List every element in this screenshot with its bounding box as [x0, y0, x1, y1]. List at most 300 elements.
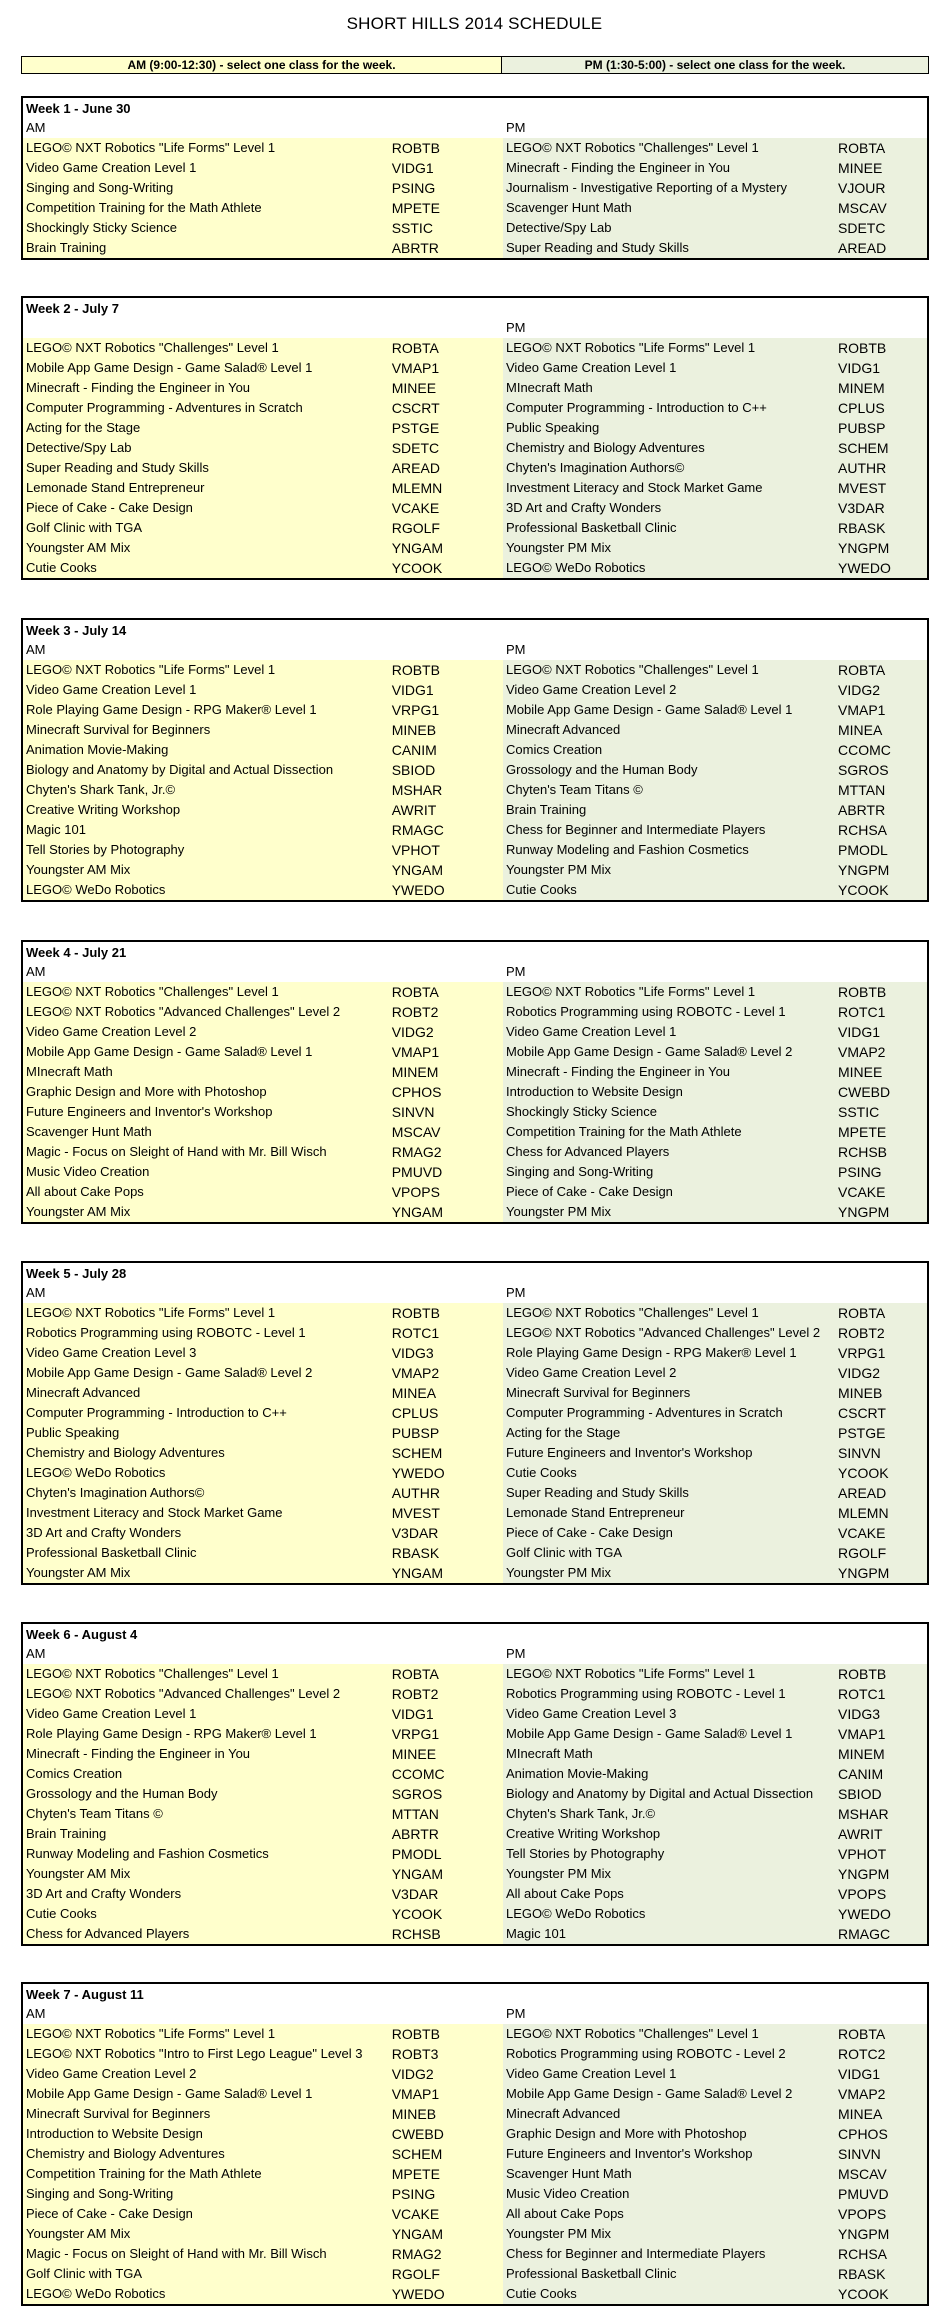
am-class-code: AREAD	[391, 460, 440, 476]
pm-class-name: LEGO© WeDo Robotics	[506, 560, 646, 575]
pm-class-cell	[503, 558, 927, 578]
week-title: Week 1 - June 30	[26, 101, 131, 116]
table-row	[23, 2024, 927, 2044]
table-row	[23, 1844, 927, 1864]
am-class-name: Cutie Cooks	[26, 1906, 97, 1921]
table-row	[23, 2084, 927, 2104]
am-class-code: RMAG2	[391, 1144, 442, 1160]
pm-class-code: ROBTB	[838, 1666, 887, 1682]
pm-class-name: Music Video Creation	[506, 2186, 630, 2201]
am-class-code: VCAKE	[391, 2206, 440, 2222]
am-class-code: ROBT3	[391, 2046, 439, 2062]
pm-class-code: MINEE	[838, 1064, 883, 1080]
table-row	[23, 820, 927, 840]
pm-class-name: Lemonade Stand Entrepreneur	[506, 1505, 685, 1520]
table-row	[23, 1784, 927, 1804]
pm-class-name: Video Game Creation Level 2	[506, 682, 677, 697]
week-title: Week 3 - July 14	[26, 623, 127, 638]
pm-class-code: SDETC	[838, 220, 886, 236]
pm-class-name: Investment Literacy and Stock Market Game	[506, 480, 763, 495]
pm-class-cell	[503, 1844, 927, 1864]
am-class-name: Animation Movie-Making	[26, 742, 169, 757]
table-row	[23, 1323, 927, 1343]
pm-class-name: Minecraft Survival for Beginners	[506, 1385, 691, 1400]
am-class-cell	[23, 218, 503, 238]
am-class-code: PMUVD	[391, 1164, 443, 1180]
pm-class-name: Professional Basketball Clinic	[506, 2266, 677, 2281]
pm-class-cell	[503, 2184, 927, 2204]
pm-class-code: AUTHR	[838, 460, 887, 476]
pm-class-code: YNGPM	[838, 862, 890, 878]
am-class-name: Shockingly Sticky Science	[26, 220, 178, 235]
am-class-code: VMAP1	[391, 1044, 440, 1060]
am-class-name: LEGO© WeDo Robotics	[26, 882, 166, 897]
pm-class-code: YNGPM	[838, 1565, 890, 1581]
am-class-cell	[23, 2224, 503, 2244]
am-class-name: Chyten's Team Titans ©	[26, 1806, 163, 1821]
am-class-cell	[23, 820, 503, 840]
am-class-name: Minecraft Survival for Beginners	[26, 2106, 211, 2121]
am-class-code: MINEM	[391, 1064, 439, 1080]
am-label: AM	[26, 1646, 46, 1661]
table-row	[23, 178, 927, 198]
am-class-cell	[23, 2124, 503, 2144]
am-class-name: LEGO© WeDo Robotics	[26, 1465, 166, 1480]
pm-class-cell	[503, 1784, 927, 1804]
am-class-cell	[23, 800, 503, 820]
pm-class-name: Video Game Creation Level 3	[506, 1706, 677, 1721]
pm-label: PM	[506, 1285, 526, 1300]
pm-class-cell	[503, 218, 927, 238]
am-class-code: ROBTB	[391, 1305, 440, 1321]
pm-class-name: LEGO© NXT Robotics "Challenges" Level 1	[506, 140, 759, 155]
pm-class-cell	[503, 2044, 927, 2064]
am-class-name: LEGO© NXT Robotics "Life Forms" Level 1	[26, 2026, 276, 2041]
pm-class-name: LEGO© NXT Robotics "Advanced Challenges" Level 2	[506, 1325, 821, 1340]
am-class-cell	[23, 1443, 503, 1463]
am-class-code: MINEB	[391, 2106, 437, 2122]
pm-class-name: LEGO© NXT Robotics "Life Forms" Level 1	[506, 340, 756, 355]
am-class-name: LEGO© NXT Robotics "Life Forms" Level 1	[26, 140, 276, 155]
am-class-name: LEGO© WeDo Robotics	[26, 2286, 166, 2301]
am-class-name: MInecraft Math	[26, 1064, 113, 1079]
pm-class-name: All about Cake Pops	[506, 1886, 624, 1901]
pm-class-name: Future Engineers and Inventor's Workshop	[506, 2146, 753, 2161]
pm-class-cell	[503, 720, 927, 740]
am-class-cell	[23, 1704, 503, 1724]
am-class-cell	[23, 358, 503, 378]
am-class-cell	[23, 2164, 503, 2184]
pm-class-code: YNGPM	[838, 540, 890, 556]
pm-class-name: Piece of Cake - Cake Design	[506, 1525, 673, 1540]
am-session-banner: AM (9:00-12:30) - select one class for the week.	[22, 57, 502, 73]
table-row	[23, 1042, 927, 1062]
am-class-name: Magic - Focus on Sleight of Hand with Mr. Bill Wisch	[26, 2246, 327, 2261]
pm-class-code: VCAKE	[838, 1184, 886, 1200]
am-class-cell	[23, 1082, 503, 1102]
table-row	[23, 2204, 927, 2224]
pm-class-code: YCOOK	[838, 882, 889, 898]
am-class-cell	[23, 1323, 503, 1343]
am-class-cell	[23, 378, 503, 398]
table-row	[23, 2044, 927, 2064]
table-row	[23, 1483, 927, 1503]
am-class-code: MSCAV	[391, 1124, 441, 1140]
am-class-code: MTTAN	[391, 1806, 439, 1822]
table-row	[23, 2224, 927, 2244]
pm-class-code: YNGPM	[838, 1866, 890, 1882]
am-class-name: Public Speaking	[26, 1425, 120, 1440]
table-row	[23, 860, 927, 880]
pm-class-name: Competition Training for the Math Athlete	[506, 1124, 742, 1139]
pm-class-name: Cutie Cooks	[506, 1465, 577, 1480]
pm-class-cell	[503, 780, 927, 800]
am-class-name: Youngster AM Mix	[26, 1204, 131, 1219]
pm-class-cell	[503, 1002, 927, 1022]
pm-class-code: VRPG1	[838, 1345, 886, 1361]
pm-class-code: MVEST	[838, 480, 887, 496]
am-class-cell	[23, 478, 503, 498]
pm-class-cell	[503, 2244, 927, 2264]
table-row	[23, 138, 927, 158]
pm-class-code: VIDG1	[838, 1024, 881, 1040]
am-class-cell	[23, 1022, 503, 1042]
am-class-code: CPLUS	[391, 1405, 439, 1421]
table-row	[23, 558, 927, 578]
am-class-code: VMAP1	[391, 360, 440, 376]
am-class-cell	[23, 558, 503, 578]
am-class-cell	[23, 438, 503, 458]
am-class-cell	[23, 338, 503, 358]
am-class-name: LEGO© NXT Robotics "Challenges" Level 1	[26, 1666, 279, 1681]
pm-class-name: Chemistry and Biology Adventures	[506, 440, 705, 455]
am-class-name: Mobile App Game Design - Game Salad® Level 1	[26, 360, 313, 375]
am-class-code: YNGAM	[391, 2226, 444, 2242]
pm-class-name: Chess for Beginner and Intermediate Players	[506, 2246, 766, 2261]
table-row	[23, 1102, 927, 1122]
am-class-name: Mobile App Game Design - Game Salad® Level 1	[26, 1044, 313, 1059]
pm-class-code: RGOLF	[838, 1545, 887, 1561]
am-class-name: Tell Stories by Photography	[26, 842, 185, 857]
pm-class-code: ROBTA	[838, 662, 886, 678]
am-class-code: CCOMC	[391, 1766, 445, 1782]
am-class-name: LEGO© NXT Robotics "Advanced Challenges" Level 2	[26, 1686, 341, 1701]
pm-class-name: Chess for Advanced Players	[506, 1144, 670, 1159]
pm-class-name: LEGO© NXT Robotics "Challenges" Level 1	[506, 2026, 759, 2041]
am-class-cell	[23, 2084, 503, 2104]
table-row	[23, 1403, 927, 1423]
am-class-name: Chemistry and Biology Adventures	[26, 2146, 225, 2161]
pm-class-cell	[503, 538, 927, 558]
page-title: SHORT HILLS 2014 SCHEDULE	[346, 14, 603, 33]
session-labels	[23, 962, 927, 982]
am-class-cell	[23, 398, 503, 418]
am-class-code: VIDG3	[391, 1345, 434, 1361]
pm-class-name: Biology and Anatomy by Digital and Actual Dissection	[506, 1786, 814, 1801]
pm-class-name: Cutie Cooks	[506, 2286, 577, 2301]
table-row	[23, 378, 927, 398]
pm-class-cell	[503, 1383, 927, 1403]
pm-class-cell	[503, 1122, 927, 1142]
pm-class-name: Magic 101	[506, 1926, 566, 1941]
am-class-cell	[23, 1904, 503, 1924]
pm-class-code: ROTC1	[838, 1686, 886, 1702]
pm-class-code: CSCRT	[838, 1405, 886, 1421]
am-class-code: ROBTB	[391, 2026, 440, 2042]
pm-class-code: PMODL	[838, 842, 888, 858]
am-class-cell	[23, 2044, 503, 2064]
pm-class-cell	[503, 1744, 927, 1764]
am-class-code: VCAKE	[391, 500, 440, 516]
am-class-cell	[23, 740, 503, 760]
am-class-code: MPETE	[391, 200, 440, 216]
pm-label: PM	[506, 1646, 526, 1661]
am-class-code: CSCRT	[391, 400, 440, 416]
am-class-code: ROBT2	[391, 1004, 439, 1020]
week-title: Week 2 - July 7	[26, 301, 119, 316]
am-class-cell	[23, 840, 503, 860]
am-class-cell	[23, 1824, 503, 1844]
am-class-cell	[23, 1423, 503, 1443]
am-class-name: Super Reading and Study Skills	[26, 460, 209, 475]
pm-class-code: V3DAR	[838, 500, 885, 516]
am-class-code: MINEA	[391, 1385, 437, 1401]
pm-class-cell	[503, 2024, 927, 2044]
am-class-name: Video Game Creation Level 2	[26, 2066, 197, 2081]
pm-class-code: AREAD	[838, 1485, 887, 1501]
pm-class-code: RCHSA	[838, 2246, 888, 2262]
am-class-code: VMAP1	[391, 2086, 440, 2102]
pm-class-code: ABRTR	[838, 802, 886, 818]
pm-class-code: MINEE	[838, 160, 883, 176]
am-class-code: MINEE	[391, 380, 437, 396]
pm-class-code: SINVN	[838, 1445, 881, 1461]
am-class-code: SSTIC	[391, 220, 433, 236]
table-row	[23, 218, 927, 238]
am-class-code: CWEBD	[391, 2126, 444, 2142]
pm-class-cell	[503, 1423, 927, 1443]
table-row	[23, 1062, 927, 1082]
pm-class-name: Computer Programming - Adventures in Scratch	[506, 1405, 783, 1420]
pm-class-name: LEGO© WeDo Robotics	[506, 1906, 646, 1921]
pm-class-cell	[503, 2284, 927, 2304]
pm-class-cell	[503, 1543, 927, 1563]
am-class-name: Youngster AM Mix	[26, 1866, 131, 1881]
am-class-cell	[23, 2104, 503, 2124]
pm-class-code: ROBTA	[838, 140, 886, 156]
pm-class-name: Minecraft Advanced	[506, 722, 621, 737]
pm-class-cell	[503, 2224, 927, 2244]
pm-class-code: VIDG2	[838, 1365, 881, 1381]
pm-class-code: PUBSP	[838, 420, 886, 436]
pm-class-cell	[503, 418, 927, 438]
table-row	[23, 1764, 927, 1784]
pm-class-cell	[503, 178, 927, 198]
am-class-name: Acting for the Stage	[26, 420, 141, 435]
am-class-name: Piece of Cake - Cake Design	[26, 500, 193, 515]
pm-class-name: Youngster PM Mix	[506, 540, 612, 555]
pm-class-name: Chess for Beginner and Intermediate Players	[506, 822, 766, 837]
am-class-cell	[23, 1463, 503, 1483]
table-row	[23, 1423, 927, 1443]
pm-class-cell	[503, 2264, 927, 2284]
session-banner	[21, 56, 929, 74]
pm-class-code: VJOUR	[838, 180, 886, 196]
am-class-code: SCHEM	[391, 2146, 443, 2162]
table-row	[23, 238, 927, 258]
am-class-code: ROBTA	[391, 1666, 439, 1682]
pm-class-cell	[503, 1363, 927, 1383]
table-row	[23, 760, 927, 780]
pm-class-code: ROTC1	[838, 1004, 886, 1020]
am-class-name: LEGO© NXT Robotics "Life Forms" Level 1	[26, 662, 276, 677]
table-row	[23, 2104, 927, 2124]
pm-class-name: Detective/Spy Lab	[506, 220, 612, 235]
pm-class-name: Super Reading and Study Skills	[506, 240, 689, 255]
pm-class-cell	[503, 2204, 927, 2224]
am-class-code: YNGAM	[391, 1565, 444, 1581]
am-class-name: LEGO© NXT Robotics "Advanced Challenges" Level 2	[26, 1004, 341, 1019]
pm-class-code: MINEB	[838, 1385, 883, 1401]
pm-class-code: RBASK	[838, 520, 886, 536]
am-class-name: Mobile App Game Design - Game Salad® Level 1	[26, 2086, 313, 2101]
am-class-code: MLEMN	[391, 480, 443, 496]
am-class-name: Lemonade Stand Entrepreneur	[26, 480, 205, 495]
am-class-code: ROBT2	[391, 1686, 439, 1702]
pm-class-name: Introduction to Website Design	[506, 1084, 683, 1099]
am-class-cell	[23, 198, 503, 218]
am-class-name: Future Engineers and Inventor's Workshop	[26, 1104, 273, 1119]
pm-class-code: RBASK	[838, 2266, 886, 2282]
pm-class-code: MINEA	[838, 722, 883, 738]
pm-class-name: Grossology and the Human Body	[506, 762, 698, 777]
am-class-cell	[23, 498, 503, 518]
am-class-code: RMAGC	[391, 822, 444, 838]
pm-class-cell	[503, 1042, 927, 1062]
pm-class-cell	[503, 458, 927, 478]
am-class-cell	[23, 178, 503, 198]
am-class-name: Competition Training for the Math Athlete	[26, 2166, 262, 2181]
pm-class-name: Minecraft - Finding the Engineer in You	[506, 160, 731, 175]
table-row	[23, 720, 927, 740]
pm-class-code: CPLUS	[838, 400, 885, 416]
pm-class-cell	[503, 1904, 927, 1924]
week-block	[21, 96, 929, 260]
am-class-cell	[23, 680, 503, 700]
table-row	[23, 880, 927, 900]
am-class-cell	[23, 1383, 503, 1403]
am-class-cell	[23, 1303, 503, 1323]
pm-class-code: SINVN	[838, 2146, 881, 2162]
pm-label: PM	[506, 2006, 526, 2021]
am-class-code: AWRIT	[391, 802, 437, 818]
am-class-code: YWEDO	[391, 2286, 445, 2302]
session-labels	[23, 1283, 927, 1303]
pm-class-cell	[503, 338, 927, 358]
am-class-code: ROTC1	[391, 1325, 440, 1341]
pm-class-name: LEGO© NXT Robotics "Challenges" Level 1	[506, 662, 759, 677]
session-labels	[23, 1644, 927, 1664]
pm-class-code: AREAD	[838, 240, 887, 256]
session-labels	[23, 318, 927, 338]
pm-class-cell	[503, 2104, 927, 2124]
pm-class-name: Creative Writing Workshop	[506, 1826, 661, 1841]
pm-class-name: Piece of Cake - Cake Design	[506, 1184, 673, 1199]
am-class-name: Chess for Advanced Players	[26, 1926, 190, 1941]
pm-class-name: Robotics Programming using ROBOTC - Level 2	[506, 2046, 786, 2061]
table-row	[23, 1022, 927, 1042]
am-class-cell	[23, 138, 503, 158]
pm-class-cell	[503, 1162, 927, 1182]
pm-class-cell	[503, 158, 927, 178]
table-row	[23, 1523, 927, 1543]
am-class-code: YNGAM	[391, 862, 444, 878]
pm-class-code: MINEM	[838, 380, 885, 396]
am-class-name: 3D Art and Crafty Wonders	[26, 1525, 182, 1540]
pm-class-code: VMAP2	[838, 1044, 886, 1060]
am-class-cell	[23, 760, 503, 780]
am-class-name: Youngster AM Mix	[26, 2226, 131, 2241]
am-class-code: VMAP2	[391, 1365, 440, 1381]
pm-class-code: YNGPM	[838, 1204, 890, 1220]
am-class-code: VRPG1	[391, 702, 440, 718]
pm-class-name: 3D Art and Crafty Wonders	[506, 500, 662, 515]
am-class-code: VIDG1	[391, 160, 434, 176]
table-row	[23, 1443, 927, 1463]
am-class-code: VRPG1	[391, 1726, 440, 1742]
pm-class-code: RMAGC	[838, 1926, 891, 1942]
am-class-name: Brain Training	[26, 240, 107, 255]
table-row	[23, 538, 927, 558]
week-title: Week 7 - August 11	[26, 1987, 144, 2002]
pm-class-cell	[503, 2064, 927, 2084]
am-class-cell	[23, 1664, 503, 1684]
am-class-code: SCHEM	[391, 1445, 443, 1461]
am-class-code: RMAG2	[391, 2246, 442, 2262]
pm-class-code: VPHOT	[838, 1846, 887, 1862]
am-class-code: ABRTR	[391, 240, 439, 256]
pm-class-code: VIDG1	[838, 2066, 881, 2082]
am-class-code: CANIM	[391, 742, 437, 758]
pm-class-name: Role Playing Game Design - RPG Maker® Level 1	[506, 1345, 797, 1360]
pm-class-cell	[503, 700, 927, 720]
am-class-name: Singing and Song-Writing	[26, 180, 174, 195]
pm-class-code: RCHSB	[838, 1144, 888, 1160]
pm-class-code: CWEBD	[838, 1084, 891, 1100]
am-class-code: MVEST	[391, 1505, 440, 1521]
am-class-code: CPHOS	[391, 1084, 442, 1100]
pm-class-name: Singing and Song-Writing	[506, 1164, 654, 1179]
table-row	[23, 1884, 927, 1904]
am-class-code: V3DAR	[391, 1525, 439, 1541]
pm-class-code: YWEDO	[838, 560, 891, 576]
table-row	[23, 2064, 927, 2084]
am-class-name: Computer Programming - Introduction to C++	[26, 1405, 287, 1420]
pm-class-code: PSTGE	[838, 1425, 886, 1441]
pm-class-code: ROBTA	[838, 1305, 886, 1321]
pm-label: PM	[506, 320, 526, 335]
am-class-code: VPHOT	[391, 842, 440, 858]
table-row	[23, 1363, 927, 1383]
table-row	[23, 1864, 927, 1884]
pm-class-code: SSTIC	[838, 1104, 880, 1120]
table-row	[23, 1724, 927, 1744]
pm-class-name: Scavenger Hunt Math	[506, 200, 632, 215]
pm-class-code: ROBTA	[838, 2026, 886, 2042]
pm-class-code: YNGPM	[838, 2226, 890, 2242]
pm-label: PM	[506, 964, 526, 979]
pm-class-cell	[503, 1503, 927, 1523]
